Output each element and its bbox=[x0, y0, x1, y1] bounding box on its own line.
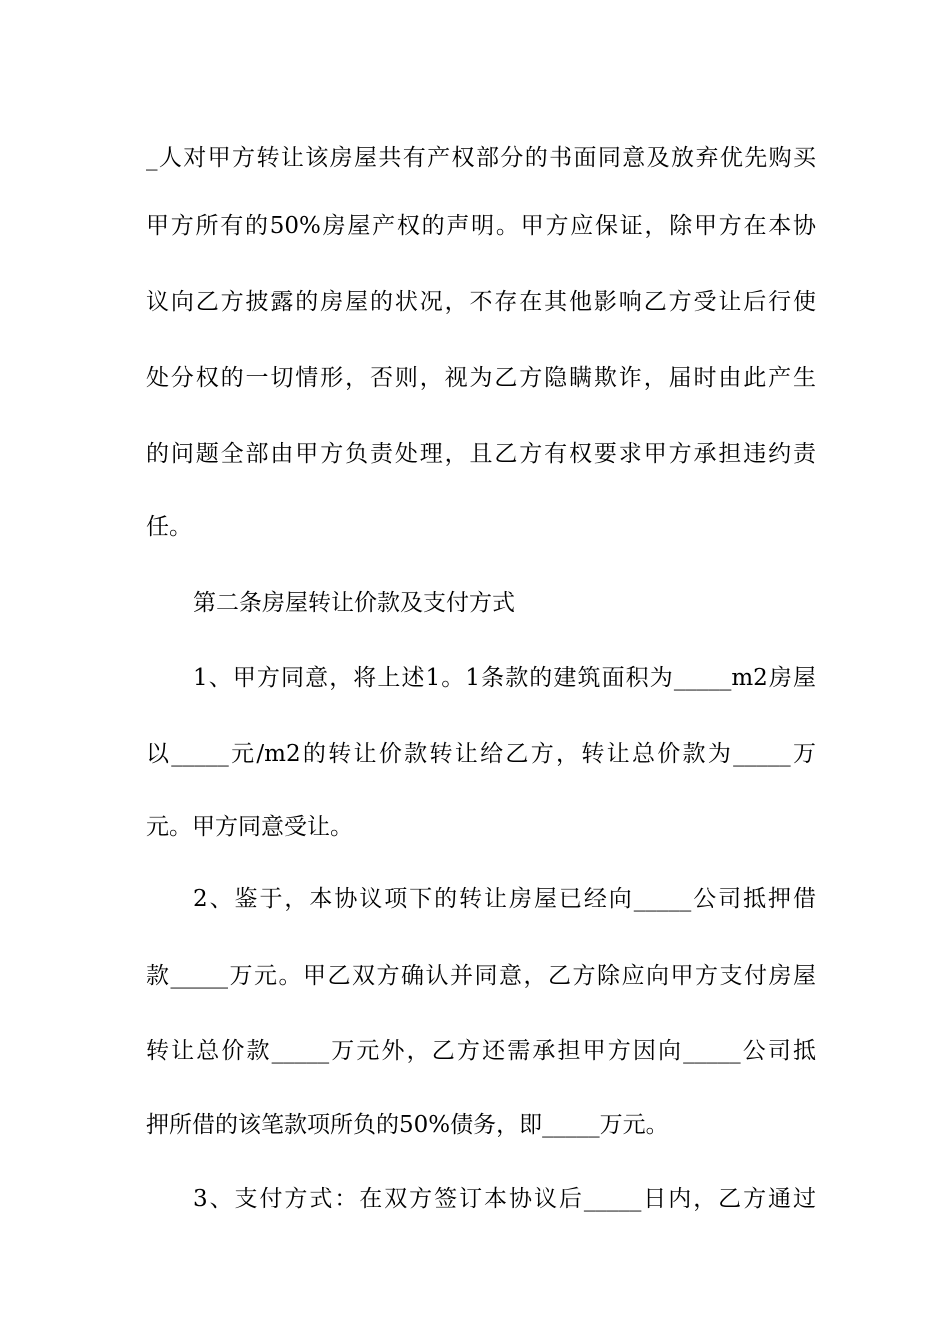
text-line: 1、甲方同意，将上述1。1条款的建筑面积为_____m2房屋 bbox=[193, 665, 816, 691]
text-line: 的问题全部由甲方负责处理，且乙方有权要求甲方承担违约责 bbox=[146, 441, 816, 467]
text-line: 3、支付方式：在双方签订本协议后_____日内，乙方通过 bbox=[193, 1186, 816, 1212]
text-line: 转让总价款_____万元外，乙方还需承担甲方因向_____公司抵 bbox=[146, 1038, 816, 1064]
text-line: 议向乙方披露的房屋的状况，不存在其他影响乙方受让后行使 bbox=[146, 289, 816, 315]
text-line: 款_____万元。甲乙双方确认并同意，乙方除应向甲方支付房屋 bbox=[146, 963, 816, 989]
text-line: 甲方所有的50%房屋产权的声明。甲方应保证，除甲方在本协 bbox=[146, 213, 816, 239]
text-line: 押所借的该笔款项所负的50%债务，即_____万元。 bbox=[146, 1112, 669, 1138]
text-line: 任。 bbox=[146, 514, 192, 540]
text-line: 以_____元/m2的转让价款转让给乙方，转让总价款为_____万 bbox=[146, 741, 816, 767]
text-line: 处分权的一切情形，否则，视为乙方隐瞒欺诈，届时由此产生 bbox=[146, 365, 816, 391]
text-line: 元。甲方同意受让。 bbox=[146, 814, 353, 840]
section-heading: 第二条房屋转让价款及支付方式 bbox=[193, 590, 515, 616]
text-line: 2、鉴于，本协议项下的转让房屋已经向_____公司抵押借 bbox=[193, 886, 816, 912]
text-line: _人对甲方转让该房屋共有产权部分的书面同意及放弃优先购买 bbox=[146, 145, 816, 171]
